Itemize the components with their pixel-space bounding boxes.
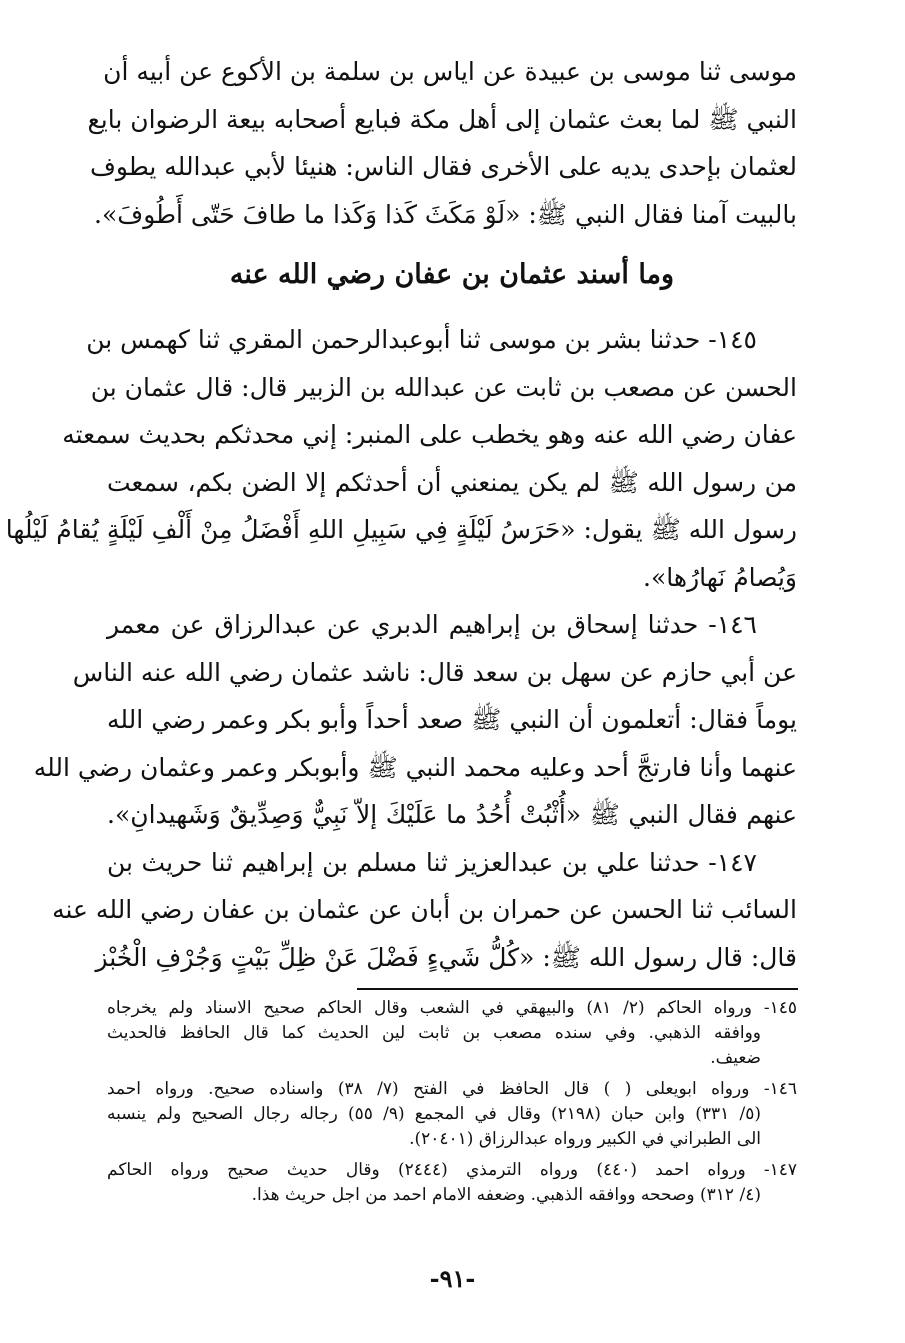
hadith-147-line: السائب ثنا الحسن عن حمران بن أبان عن عثمان بن عفان رضي الله عنه bbox=[52, 895, 797, 924]
hadith-146-line: عنهم فقال النبي ﷺ «أُثْبُتْ أُحُدُ ما عَلَيْكَ إلاّ نَبِيٌّ وَصِدِّيقٌ وَشَهيدانِ». bbox=[107, 800, 797, 829]
footnote-147-line: ١٤٧- ورواه احمد (٤٤٠) ورواه الترمذي (٢٤٤٤) وقال حديث صحيح ورواه الحاكم bbox=[107, 1160, 798, 1180]
hadith-145-line: الحسن عن مصعب بن ثابت عن عبدالله بن الزبير قال: قال عثمان بن bbox=[90, 372, 797, 402]
section-heading: وما أسند عثمان بن عفان رضي الله عنه bbox=[229, 259, 675, 290]
hadith-145-line: من رسول الله ﷺ لم يكن يمنعني أن أحدثكم إلا الضن بكم، سمعت bbox=[107, 467, 797, 497]
footnote-146-line: الى الطبراني في الكبير ورواه عبدالرزاق (٢٠٤٠١). bbox=[409, 1129, 761, 1149]
footnote-147-line: (٤/ ٣١٢) وصححه ووافقه الذهبي. وضعفه الامام احمد من اجل حريث هذا. bbox=[251, 1185, 761, 1205]
text-line: بالبيت آمنا فقال النبي ﷺ: «لَوْ مَكَثَ كَذا وَكَذا ما طافَ حَتّى أَطُوفَ». bbox=[94, 199, 797, 229]
footnotes bbox=[107, 996, 797, 1208]
hadith-146-line: عنهما وأنا فارتجَّ أحد وعليه محمد النبي ﷺ وأبوبكر وعمر وعثمان رضي الله bbox=[33, 752, 797, 782]
footnote-146-line: ١٤٦- ورواه ابويعلى ( ) قال الحافظ في الفتح (٧/ ٣٨) واسناده صحيح. ورواه احمد bbox=[107, 1079, 797, 1099]
footnote-divider bbox=[357, 988, 798, 990]
hadith-145-line: ١٤٥- حدثنا بشر بن موسى ثنا أبوعبدالرحمن المقري ثنا كهمس بن bbox=[86, 325, 757, 354]
main-text bbox=[5, 48, 797, 981]
footnote-146-line: (٥/ ٣٣١) وابن حبان (٢١٩٨) وقال في المجمع (٩/ ٥٥) رجاله رجال الصحيح ولم ينسبه bbox=[107, 1104, 761, 1124]
text-line: لعثمان بإحدى يديه على الأخرى فقال الناس: هنيئا لأبي عبدالله يطوف bbox=[90, 152, 797, 181]
hadith-146-line: يوماً فقال: أتعلمون أن النبي ﷺ صعد أحداً وأبو بكر وعمر رضي الله bbox=[107, 705, 797, 734]
footnote-145-line: ووافقه الذهبي. وفي سنده مصعب بن ثابت لين الحديث كما قال الحافظ فالحديث bbox=[107, 1023, 761, 1043]
footnote-145-line: ١٤٥- ورواه الحاكم (٢/ ٨١) والبيهقي في الشعب وقال الحاكم صحيح الاسناد ولم يخرجاه bbox=[107, 998, 797, 1018]
text-line: النبي ﷺ لما بعث عثمان إلى أهل مكة فبايع أصحابه بيعة الرضوان بايع bbox=[87, 104, 797, 134]
page-number: -٩١- bbox=[429, 1264, 476, 1293]
hadith-147-line: ١٤٧- حدثنا علي بن عبدالعزيز ثنا مسلم بن إبراهيم ثنا حريث بن bbox=[107, 847, 757, 877]
text-line: موسى ثنا موسى بن عبيدة عن اياس بن سلمة بن الأكوع عن أبيه أن bbox=[103, 57, 797, 86]
hadith-145-line: وَيُصامُ نَهارُها». bbox=[643, 562, 797, 592]
hadith-145-line: عفان رضي الله عنه وهو يخطب على المنبر: إني محدثكم بحديث سمعته bbox=[62, 420, 797, 449]
hadith-145-line: رسول الله ﷺ يقول: «حَرَسُ لَيْلَةٍ فِي سَبِيلِ اللهِ أَفْضَلُ مِنْ أَلْفِ لَيْلَةٍ يُقامُ لَيْلُها bbox=[5, 515, 797, 544]
hadith-146-line: ١٤٦- حدثنا إسحاق بن إبراهيم الدبري عن عبدالرزاق عن معمر bbox=[107, 610, 757, 639]
hadith-147-line: قال: قال رسول الله ﷺ: «كُلُّ شَيءٍ فَضْلَ عَنْ ظِلِّ بَيْتٍ وَجُرْفِ الْخُبْز bbox=[95, 942, 797, 972]
footnote-145-line: ضعيف. bbox=[710, 1048, 761, 1068]
hadith-146-line: عن أبي حازم عن سهل بن سعد قال: ناشد عثمان رضي الله عنه الناس bbox=[72, 657, 797, 687]
